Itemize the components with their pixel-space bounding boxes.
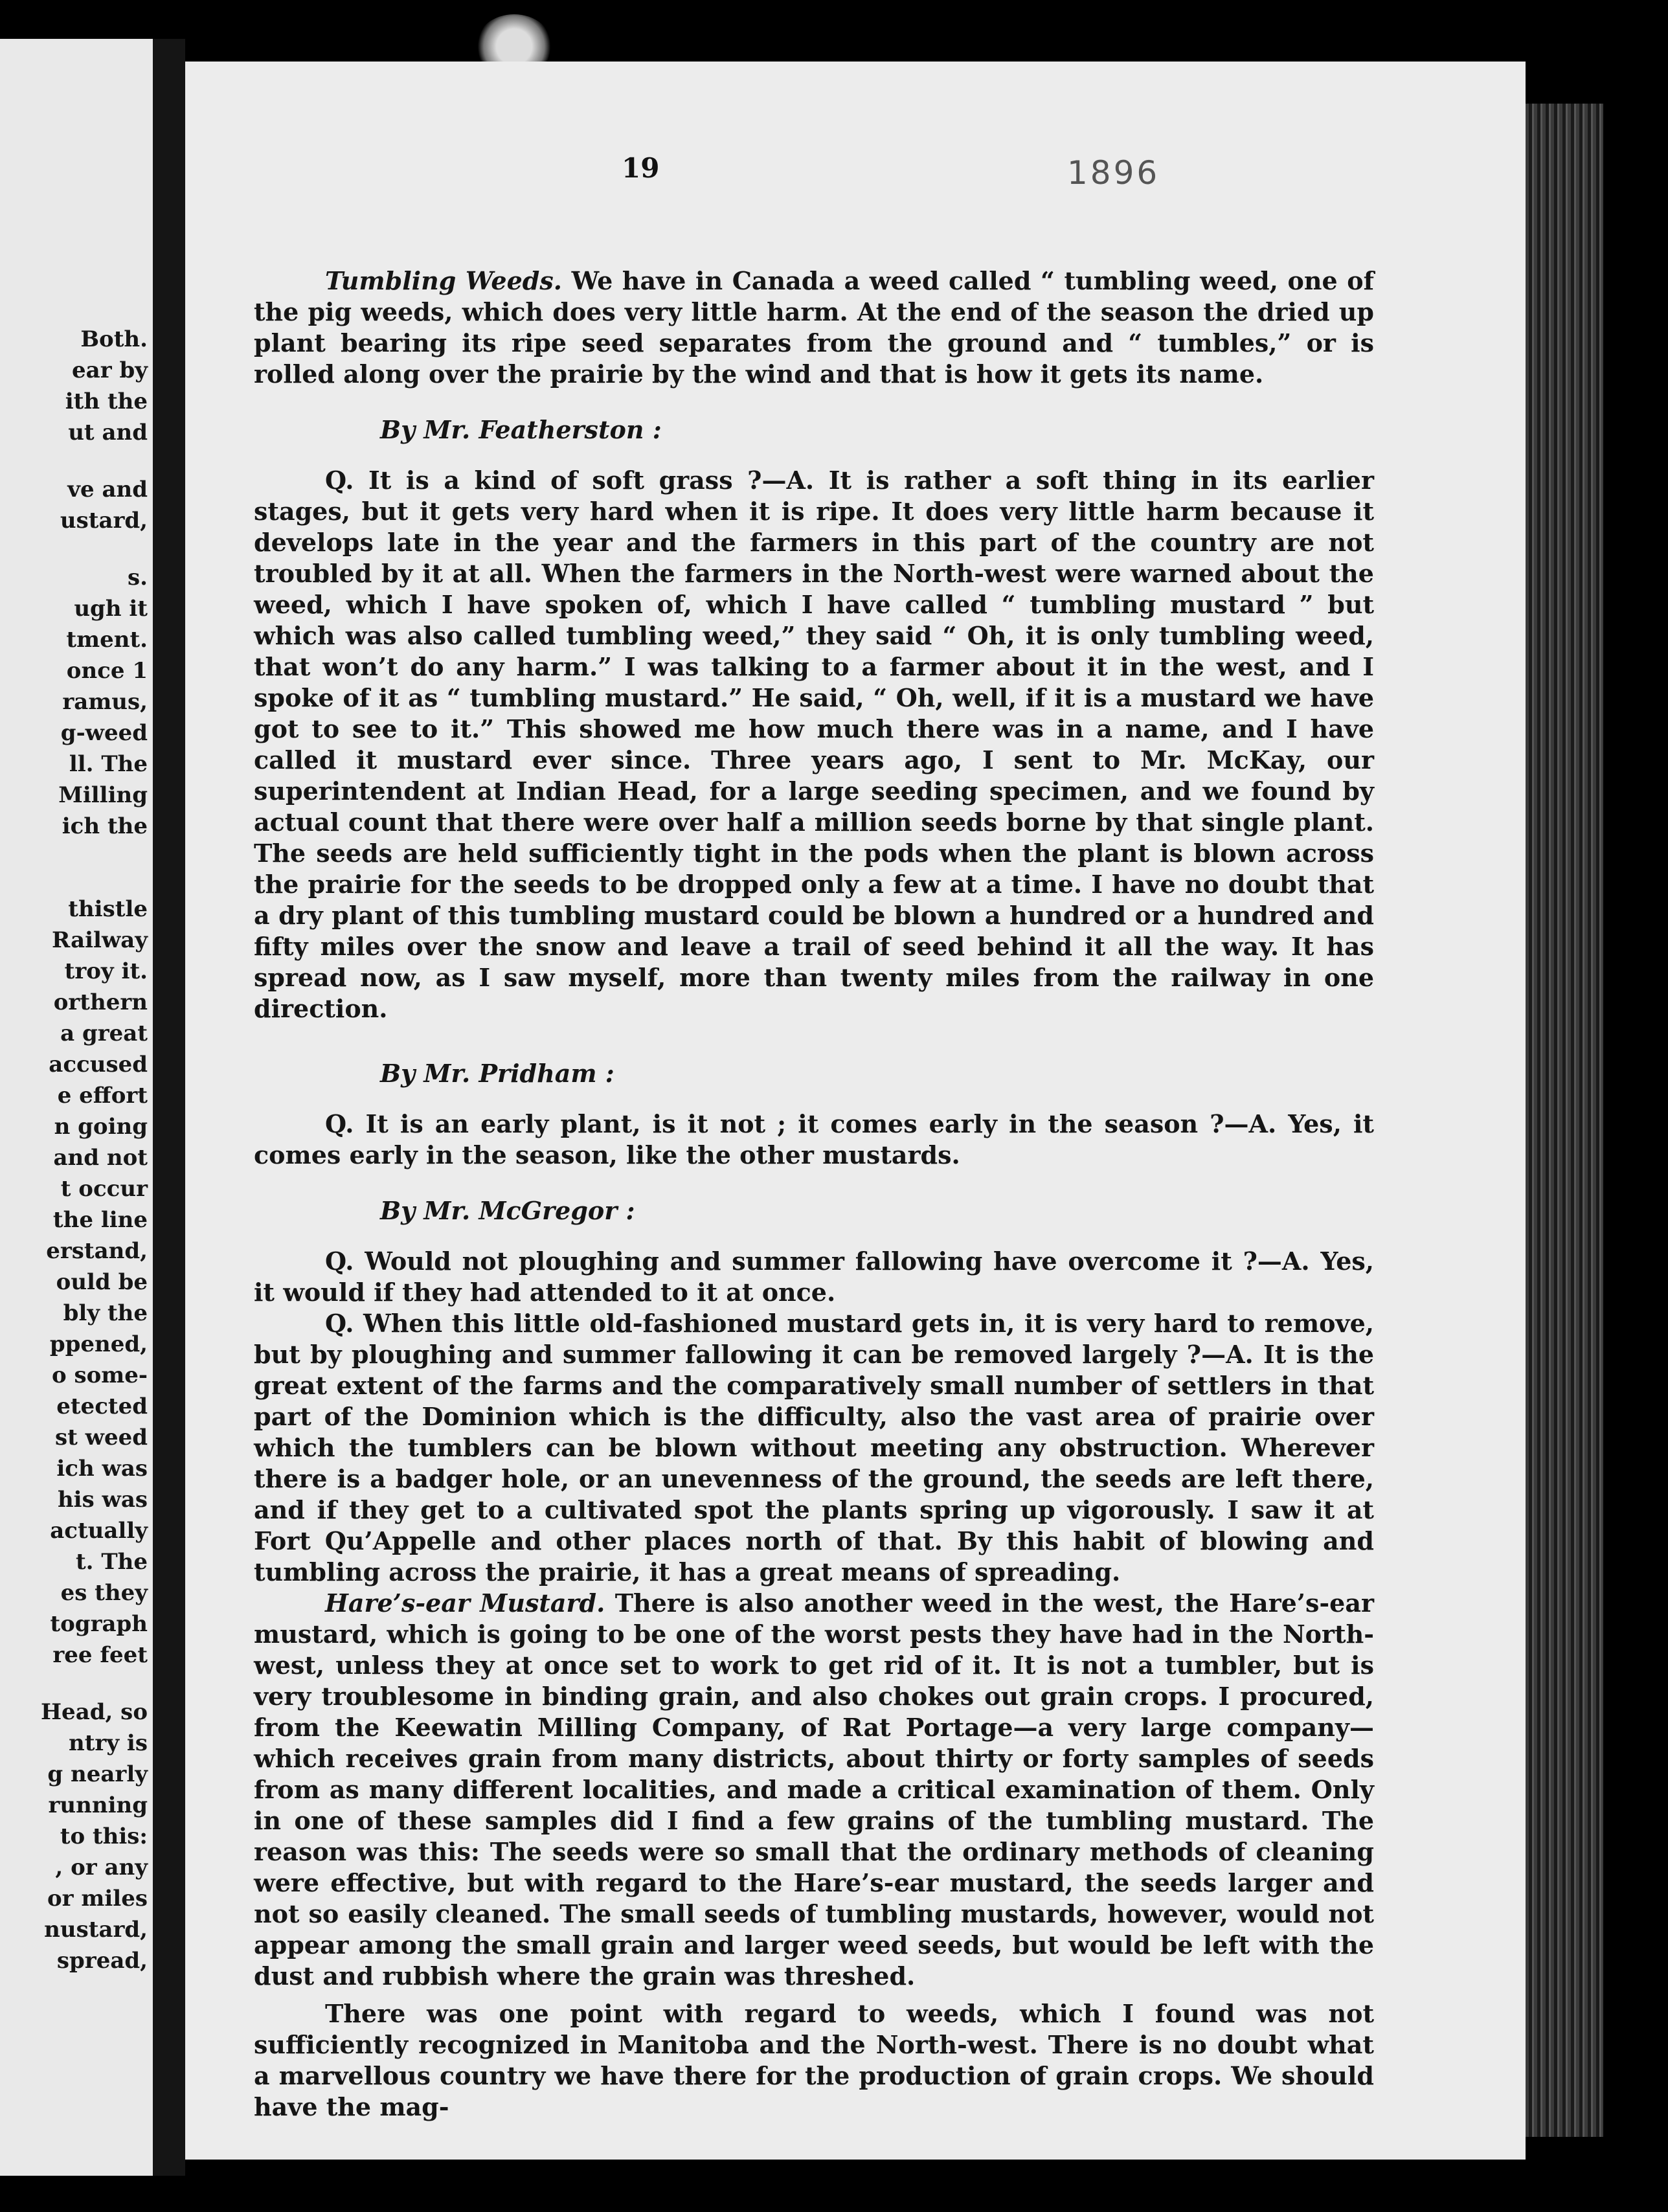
paragraph-hares-ear: Hare’s-ear Mustard. There is also another weed in the west, the Hare’s-ear mustard, which is going to be one of the worst pests they have had in the North-west, unless they at once set to work to get rid of it. It is not a tumbler, but is very troublesome in binding grain, and also chokes out grain crops. I procured, from the Keewatin Milling Company, of Rat Portage—a very large company—which receives grain from many districts, about thirty or forty samples of seeds from as many different localities, and made a critical examination of them. Only in one of these samples did I find a few grains of the tumbling mustard. The reason was this: The seeds were so small that the ordinary methods of cleaning were effective, but with regard to the Hare’s-ear mustard, the seeds larger and not so easily cleaned. The small seeds of tumbling mustards, however, would not appear among the small grain and larger weed seeds, but would be left with the dust and rubbish where the grain was threshed.	[254, 1588, 1374, 1991]
left-page-line: n going	[54, 1114, 148, 1140]
left-page-line: st weed	[55, 1425, 148, 1450]
left-page-line: ich was	[56, 1456, 148, 1482]
left-page-line	[41, 868, 148, 894]
left-page-line: o some-	[51, 1362, 148, 1388]
speaker-heading: By Mr. Featherston :	[380, 415, 662, 444]
left-page-line: ould be	[56, 1269, 148, 1295]
left-page-line	[41, 448, 148, 474]
left-page-line: his was	[57, 1487, 148, 1513]
left-page-line: t. The	[75, 1549, 148, 1575]
left-page-line: etected	[56, 1394, 148, 1419]
left-page-line: Both.	[80, 326, 148, 352]
left-page-line: g-weed	[60, 720, 148, 746]
left-page-line: ramus,	[62, 689, 148, 715]
left-page-line: ppened,	[49, 1331, 148, 1357]
left-page-line: Railway	[52, 927, 148, 953]
left-page-line: ree feet	[52, 1642, 148, 1668]
left-page-line: or miles	[47, 1886, 148, 1912]
left-page-line: es they	[60, 1580, 148, 1606]
paragraph-answer: Q. When this little old-fashioned mustard gets in, it is very hard to remove, but by ploughing and summer fallowing it can be removed largely ?—A. It is the great extent of the farms and the comparatively small number of settlers in that part of the Dominion which is the difficulty, also the vast area of prairie over which the tumblers can be blown without meeting any obstruction. Wherever there is a badger hole, or an unevenness of the ground, the seeds are left there, and if they get to a cultivated spot the plants spring up vigorously. I saw it at Fort Qu’Appelle and other places north of that. By this habit of blowing and tumbling across the prairie, it has a great means of spreading.	[254, 1309, 1374, 1586]
left-page-line: ear by	[72, 357, 148, 383]
left-page-line: erstand,	[46, 1238, 148, 1264]
paragraph-answer: Q. It is a kind of soft grass ?—A. It is rather a soft thing in its earlier stages, but it gets very hard when it is ripe. It does very little harm because it develops late in the year and the farmers in this part of the country are not troubled by it at all. When the farmers in the North-west were warned about the weed, which I have spoken of, which I have called “ tumbling mustard ” but which was also called tumbling weed,” they said “ Oh, it is only tumbling weed, that won’t do any harm.” I was talking to a farmer about it in the west, and I spoke of it as “ tumbling mustard.” He said, “ Oh, well, if it is a mustard we have got to see to it.” This showed me how much there was in a name, and I have called it mustard ever since. Three years ago, I sent to Mr. McKay, our superintendent at Indian Head, for a large seeding specimen, and we found by actual count that there were over half a million seeds borne by that single plant. The seeds are held sufficiently tight in the pods when the plant is blown across the prairie for the seeds to be dropped only a few at a time. I have no doubt that a dry plant of this tumbling mustard could be blown a hundred or a hundred and fifty miles over the snow and leave a trail of seed behind it all the way. It has spread now, as I saw myself, more than twenty miles from the railway in one direction.	[254, 466, 1374, 1023]
left-page-line	[41, 536, 148, 562]
paragraph-answer: Q. Would not ploughing and summer fallowing have overcome it ?—A. Yes, it would if they had attended to it at once.	[254, 1247, 1374, 1307]
left-page-line: accused	[49, 1052, 148, 1078]
left-page-line	[41, 842, 148, 868]
left-page-line: ve and	[67, 477, 148, 502]
left-page-line: ut and	[68, 420, 148, 446]
section-lead: Tumbling Weeds.	[325, 266, 562, 295]
left-page-line: s.	[128, 565, 148, 591]
left-page-line: thistle	[68, 896, 148, 922]
paragraph-tumbling-weeds: Tumbling Weeds. We have in Canada a weed called “ tumbling weed, one of the pig weeds, which does very little harm. At the end of the season the dried up plant bearing its ripe seed separates from the ground and “ tumbles,” or is rolled along over the prairie by the wind and that is how it gets its name.	[254, 266, 1374, 389]
left-page-text	[41, 324, 148, 1976]
page-number: 19	[622, 152, 660, 184]
speaker-heading: By Mr. Pridham :	[380, 1059, 614, 1088]
left-page-line: troy it.	[64, 958, 148, 984]
left-page-line	[41, 1671, 148, 1697]
left-page-line: e effort	[57, 1083, 148, 1109]
paragraph-answer: Q. It is an early plant, is it not ; it comes early in the season ?—A. Yes, it comes early in the season, like the other mustards.	[254, 1109, 1374, 1169]
left-page-line: spread,	[56, 1948, 148, 1974]
left-page-line: and not	[53, 1145, 148, 1171]
section-lead: Hare’s-ear Mustard.	[325, 1588, 605, 1618]
page-edge	[1526, 104, 1603, 2137]
left-page-line: to this:	[60, 1823, 148, 1849]
left-page-line: actually	[50, 1518, 148, 1544]
left-page-line: ustard,	[60, 508, 148, 534]
left-page-fragment	[0, 39, 153, 2176]
left-page-line: g nearly	[47, 1761, 148, 1787]
left-page-line: nustard,	[44, 1917, 148, 1943]
left-page-line: ll. The	[69, 751, 148, 777]
left-page-line: a great	[60, 1021, 148, 1046]
left-page-line: Milling	[58, 782, 148, 808]
body-text	[254, 265, 1374, 2123]
book-gutter	[153, 39, 185, 2176]
year-annotation: 1896	[1067, 154, 1160, 192]
left-page-line: running	[48, 1792, 148, 1818]
paragraph-closing: There was one point with regard to weeds, which I found was not sufficiently recognized in Manitoba and the North-west. There is no doubt what a marvellous country we have there for the production of grain crops. We should have the mag-	[254, 1999, 1374, 2121]
left-page-line: ugh it	[74, 596, 148, 622]
left-page-line: ith the	[65, 389, 148, 414]
left-page-line: tment.	[66, 627, 148, 653]
left-page-line: orthern	[53, 989, 148, 1015]
left-page-line: the line	[52, 1207, 148, 1233]
left-page-line: Head, so	[40, 1699, 148, 1725]
left-page-line: tograph	[50, 1611, 148, 1637]
speaker-heading: By Mr. McGregor :	[380, 1196, 635, 1225]
left-page-line: bly the	[63, 1300, 148, 1326]
left-page-line: ntry is	[69, 1730, 148, 1756]
left-page-line: t occur	[60, 1176, 148, 1202]
left-page-line: ich the	[62, 813, 148, 839]
left-page-line: , or any	[55, 1855, 148, 1880]
left-page-line: once 1	[66, 658, 148, 684]
